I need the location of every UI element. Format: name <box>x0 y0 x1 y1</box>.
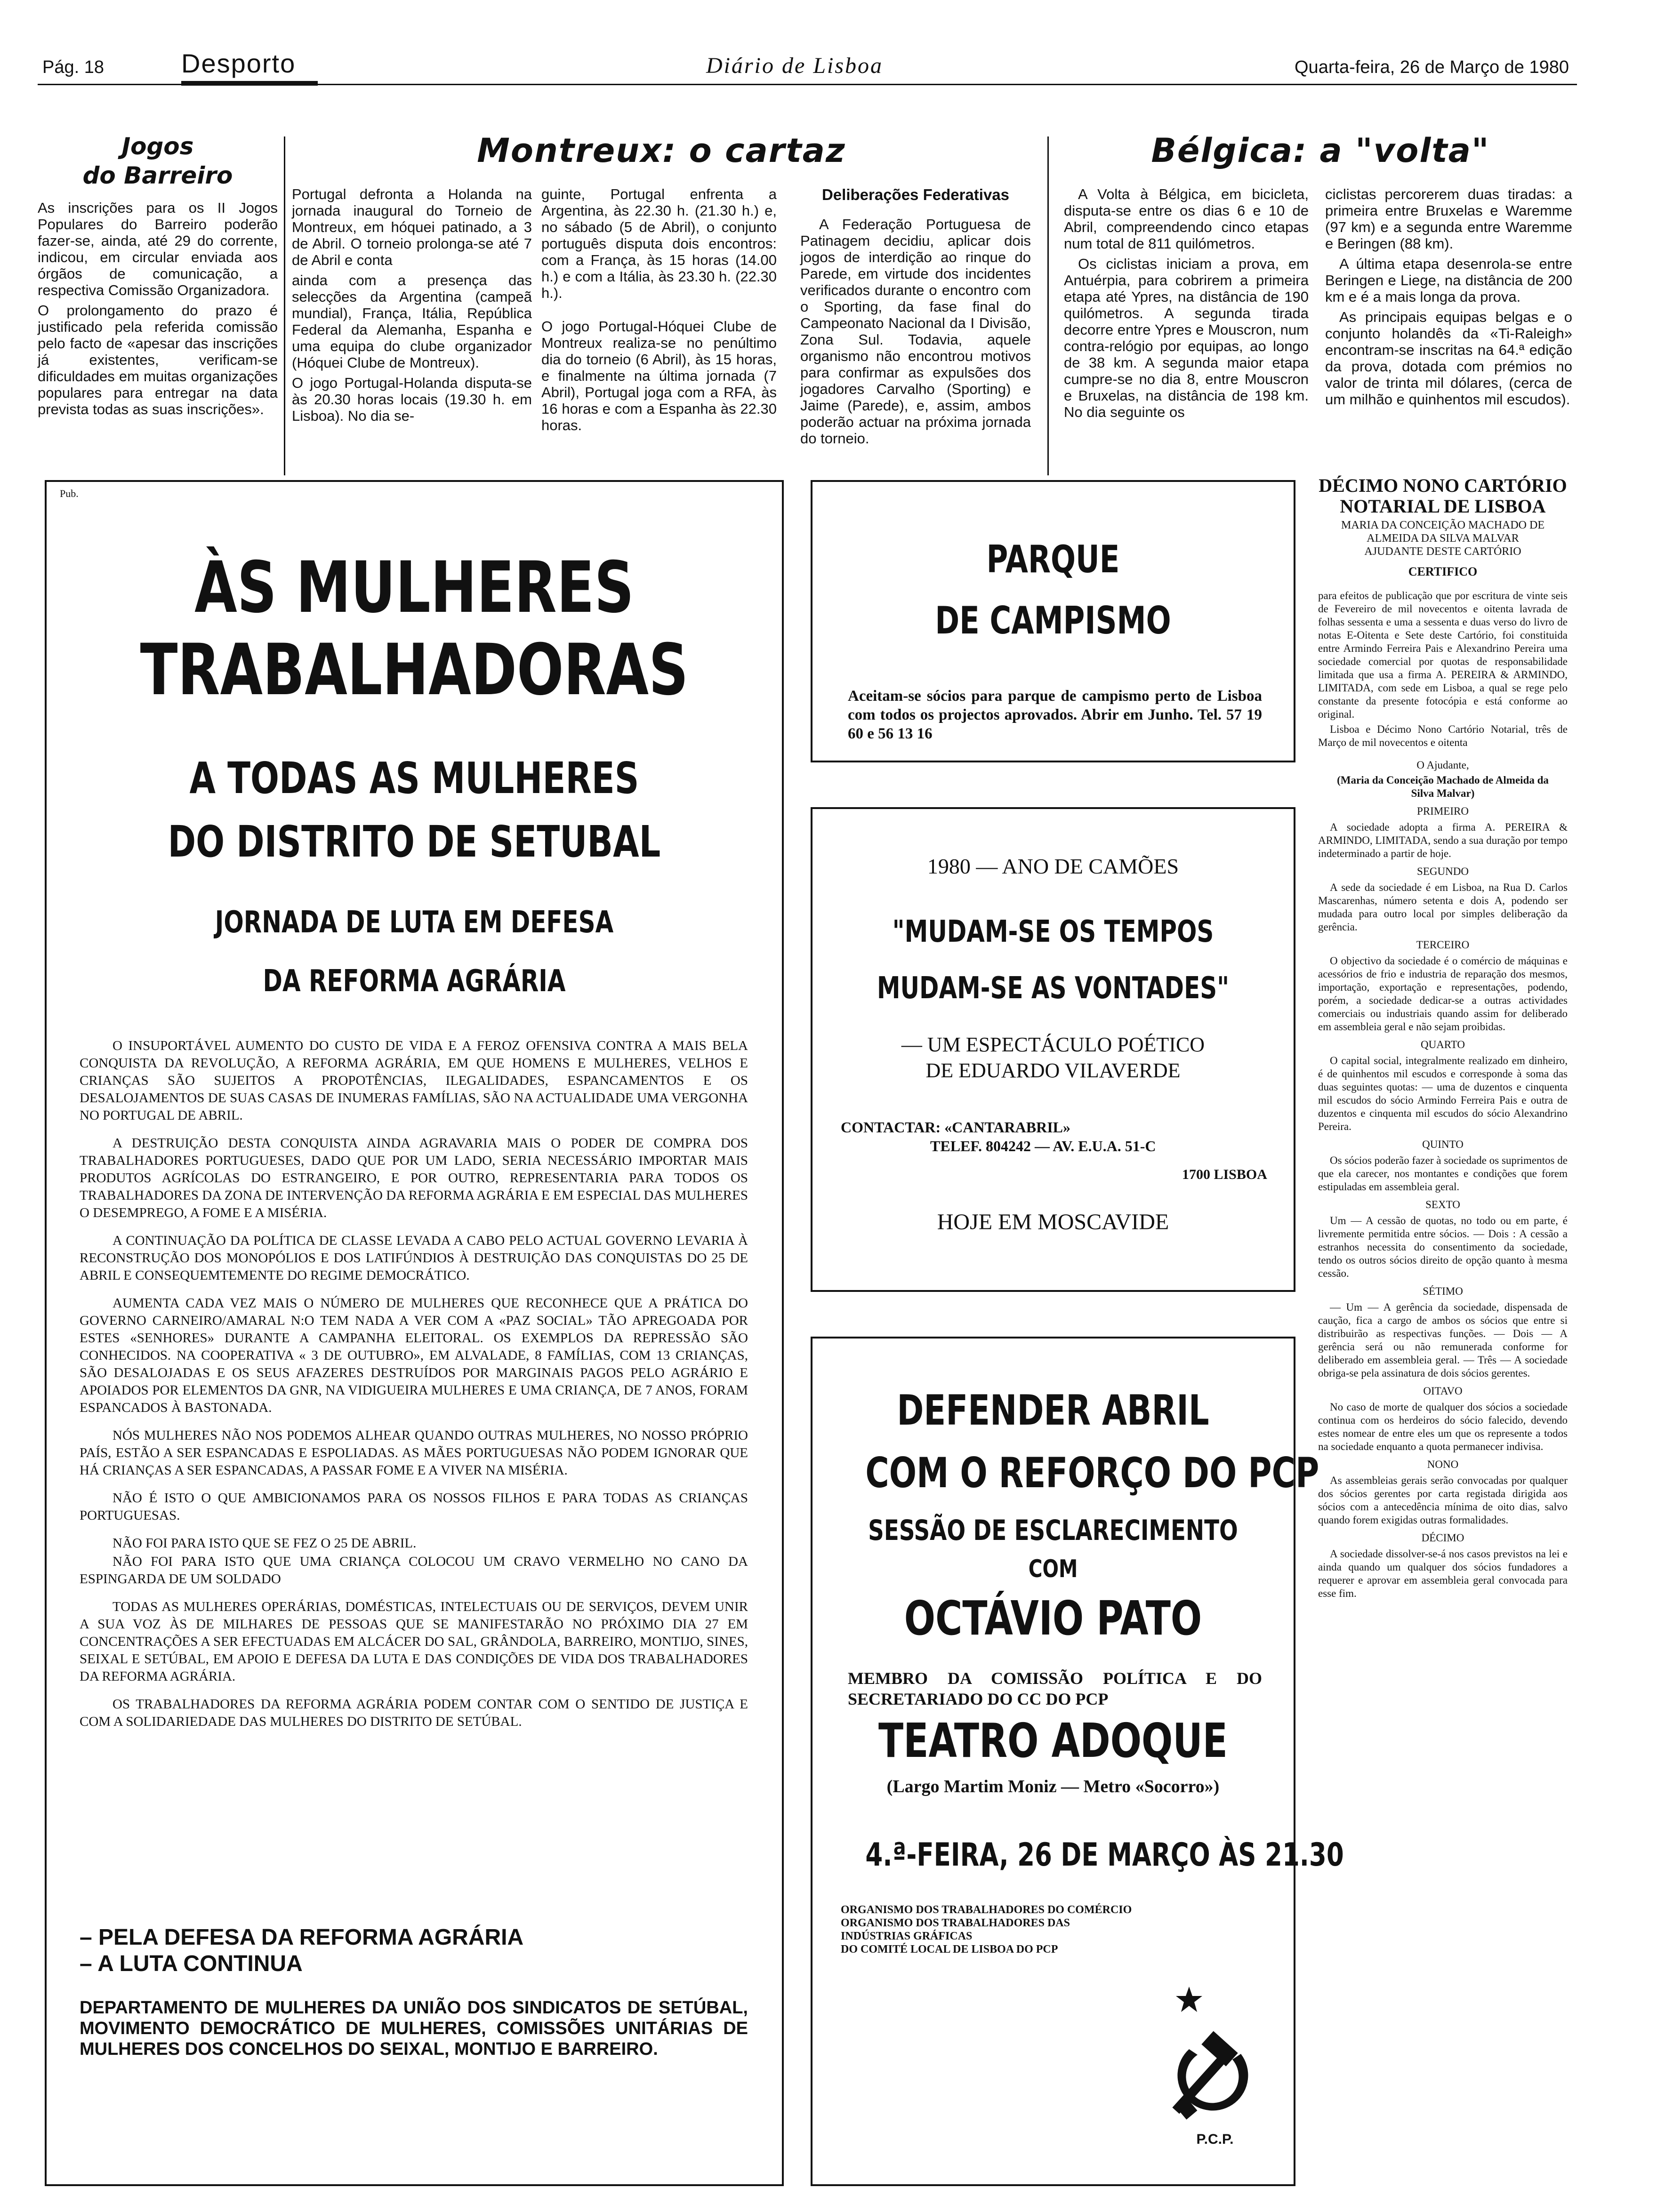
logo-caption: P.C.P. <box>1196 2132 1234 2147</box>
notarial-notice <box>1318 475 1568 2184</box>
ad-mulheres <box>45 480 784 2186</box>
pcp-venue: TEATRO ADOQUE <box>878 1713 1228 1768</box>
paragraph: O jogo Portugal-Holanda disputa-se às 20.30 horas locais (19.30 h. em Lisboa). No dia se- <box>292 375 532 424</box>
paragraph: ciclistas percorerem duas tiradas: a primeira entre Bruxelas e Waremme (97 km) e a segunda entre Waremme e Beringen (88 km). <box>1325 186 1572 252</box>
notarial-sub1: MARIA DA CONCEIÇÃO MACHADO DE ALMEIDA DA SILVA MALVAR <box>1341 519 1545 545</box>
article-body <box>38 200 278 417</box>
clause-text: A sede da sociedade é em Lisboa, na Rua D. Carlos Mascarenhas, número setenta e dois A, podendo ser mudada para outro local por simples deliberação da gerência. <box>1318 882 1568 933</box>
montreux-col1 <box>292 186 532 428</box>
paragraph: TODAS AS MULHERES OPERÁRIAS, DOMÉSTICAS, INTELECTUAIS OU DE SERVIÇOS, DEVEM UNIR A SUA VOZ ÀS DE MILHARES DE PESSOAS QUE SE MANIFESTARÃO NO PRÓXIMO DIA 27 EM CONCENTRAÇÕES A SER EFECTUADAS EM ALCÁCER DO SAL, GRÂNDOLA, BARREIRO, MONTIJO, SINES, SEIXAL E SETÚBAL, EM APOIO E DEFESA DA LUTA E DAS CONDIÇÕES DE VIDA DOS TRABALHADORES DA REFORMA AGRÁRIA. <box>80 1599 748 1684</box>
paragraph: OS TRABALHADORES DA REFORMA AGRÁRIA PODEM CONTAR COM O SENTIDO DE JUSTIÇA E COM A SOLIDARIEDADE DAS MULHERES DO DISTRITO DE SETÚBAL. <box>80 1697 748 1729</box>
clause-text: Os sócios poderão fazer à sociedade os suprimentos de que ela carecer, nos montantes e condições que forem estipuladas em assembleia geral. <box>1318 1154 1568 1193</box>
org-line: ORGANISMO DOS TRABALHADORES DO COMÉRCIO <box>841 1904 1132 1916</box>
camoes-footer: HOJE EM MOSCAVIDE <box>937 1210 1169 1234</box>
camoes-city: 1700 LISBOA <box>1182 1167 1267 1182</box>
clause-title: DÉCIMO <box>1421 1532 1464 1544</box>
paragraph: O Ajudante, <box>1416 759 1469 771</box>
signature: (Maria da Conceição Machado de Almeida da Silva Malvar) <box>1337 774 1549 799</box>
pcp-orgs <box>841 1903 1264 1956</box>
clause-title: SEXTO <box>1425 1199 1460 1210</box>
paragraph: O jogo Portugal-Hóquei Clube de Montreux realiza-se no penúltimo dia do torneio (6 Abril), às 15 horas, e finalmente na última jornada (7 Abril), Portugal joga com a RFA, às 16 horas e com a Espanha às 22.30 horas. <box>541 318 777 433</box>
org-line: DO COMITÉ LOCAL DE LISBOA DO PCP <box>841 1943 1058 1956</box>
belgica-col2 <box>1325 186 1572 411</box>
campismo-text: Aceitam-se sócios para parque de campismo perto de Lisboa com todos os projectos aprovados. Abrir em Junho. Tel. 57 19 60 e 56 13 16 <box>848 688 1262 742</box>
paragraph: NÃO FOI PARA ISTO QUE SE FEZ O 25 DE ABRIL. <box>113 1536 417 1551</box>
camoes-contact2: TELEF. 804242 — AV. E.U.A. 51-C <box>930 1138 1156 1154</box>
clause-title: TERCEIRO <box>1416 939 1470 951</box>
article-title: Montreux: o cartaz <box>477 131 846 170</box>
clause-text: — Um — A gerência da sociedade, dispensada de caução, fica a cargo de ambos os sócios que entre si distribuirão as respectivas funções. — Dois — A gerência será ou não remunerada conforme for deliberado em assembleia geral. — Três — A sociedade obriga-se pela assinatura de dois sócios gerentes. <box>1318 1301 1568 1379</box>
clause-title: QUARTO <box>1420 1039 1465 1050</box>
camoes-title-2: MUDAM-SE AS VONTADES" <box>877 971 1230 1006</box>
paragraph: Os ciclistas iniciam a prova, em Antuérpia, para cobrirem a primeira etapa até Ypres, na distância de 190 quilómetros. A segunda tirada decorre entre Ypres e Mouscron, num contra-relógio por equipas, ao longo de 38 km. A segunda maior etapa cumpre-se no dia 8, entre Mouscron e Bruxelas, na distância de 198 km. No dia seguinte os <box>1064 256 1309 420</box>
pub-label: Pub. <box>60 488 79 499</box>
clause-title: PRIMEIRO <box>1417 805 1469 817</box>
ad-sub-1: A TODAS AS MULHERES <box>189 753 639 803</box>
org-line: ORGANISMO DOS TRABALHADORES DAS INDÚSTRIAS GRÁFICAS <box>841 1917 1070 1942</box>
camoes-contact1: CONTACTAR: «CANTARABRIL» <box>841 1119 1071 1136</box>
paragraph: As principais equipas belgas e o conjunto holandês da «Ti-Raleigh» encontram-se inscritas na 64.ª edição da prova, dotada com prémios no valor de trinta mil dólares, (cerca de um milhão e quinhentos mil escudos). <box>1325 309 1572 408</box>
page-number: Pág. 18 <box>42 57 104 77</box>
paragraph: Portugal defronta a Holanda na jornada inaugural do Torneio de Montreux, em hóquei patinado, a 3 de Abril. O torneio prolonga-se até 7 de Abril e conta <box>292 186 532 268</box>
montreux-col2 <box>541 186 777 437</box>
pcp-title-2: COM O REFORÇO DO PCP <box>865 1449 1319 1497</box>
paragraph: ainda com a presença das selecções da Argentina (campeã mundial), França, Itália, República Federal da Alemanha, Espanha e uma equipa do clube organizador (Hóquei Clube de Montreux). <box>292 272 532 371</box>
pcp-date: 4.ª-FEIRA, 26 DE MARÇO ÀS 21.30 <box>865 1836 1344 1874</box>
belgica-col1 <box>1064 186 1309 424</box>
article-montreux <box>292 132 1031 480</box>
clause-title: SEGUNDO <box>1417 866 1469 877</box>
clause-text: A sociedade dissolver-se-á nos casos previstos na lei e ainda quando um qualquer dos sócios fundadores a requerer e aprovar em assembleia geral convocada para esse fim. <box>1318 1548 1568 1599</box>
paragraph: NÃO É ISTO O QUE AMBICIONAMOS PARA OS NOSSOS FILHOS E PARA TODAS AS CRIANÇAS PORTUGUESAS. <box>80 1491 748 1523</box>
pcp-name: OCTÁVIO PATO <box>904 1591 1202 1646</box>
ad-pcp <box>811 1337 1344 2186</box>
clause-text: A sociedade adopta a firma A. PEREIRA & ARMINDO, LIMITADA, sendo a sua duração por tempo indeterminado a partir de hoje. <box>1318 821 1568 859</box>
clause-text: No caso de morte de qualquer dos sócios a sociedade continua com os herdeiros do sócio falecido, devendo estes nomear de entre eles um que os represente a todos na sociedade enquanto a quota permanecer indivisa. <box>1318 1401 1568 1452</box>
paragraph: A Volta à Bélgica, em bicicleta, disputa-se entre os dias 6 e 10 de Abril, compreendendo cinco etapas num total de 811 quilómetros. <box>1064 186 1309 252</box>
page-header <box>0 0 1657 94</box>
header-rule <box>38 84 1577 85</box>
paragraph: A última etapa desenrola-se entre Beringen e Liege, na distância de 200 km e é a mais longa da prova. <box>1325 256 1572 305</box>
paragraph: O INSUPORTÁVEL AUMENTO DO CUSTO DE VIDA E A FEROZ OFENSIVA CONTRA A MAIS BELA CONQUISTA DA REVOLUÇÃO, A REFORMA AGRÁRIA, EM QUE HOMENS E MULHERES, VELHOS E CRIANÇAS SÃO SUJEITOS A PROPOTÊNCIAS, ILEGALIDADES, ESPANCAMENTOS E OS DESALOJAMENTOS DE SUAS CASAS DE INUMERAS FAMÍLIAS, SÃO NA ACTUALIDADE UMA VERGONHA NO PORTUGAL DE ABRIL. <box>80 1038 748 1123</box>
paragraph: A Federação Portuguesa de Patinagem decidiu, aplicar dois jogos de interdição ao rinque do Parede, em virtude dos incidentes verificados durante o encontro com o Sporting, da fase final do Campeonato Nacional da I Divisão, Zona Sul. Todavia, aquele organismo não encontrou motivos para confirmar as expulsões dos jogadores Carvalho (Sporting) e Jaime (Parede), e, assim, ambos poderão actuar na próxima jornada do torneio. <box>800 216 1031 447</box>
notarial-certifico: CERTIFICO <box>1408 565 1478 578</box>
clause-text: O capital social, integralmente realizado em dinheiro, é de quinhentos mil escudos e corresponde à soma das duas seguintes quotas: — uma de duzentos e cinquenta mil escudos do sócio Armindo Ferreira Pais e outra de duzentos e cinquenta mil escudos do sócio Alexandrino Pereira. <box>1318 1055 1568 1132</box>
paragraph: NÃO FOI PARA ISTO QUE UMA CRIANÇA COLOCOU UM CRAVO VERMELHO NO CANO DA ESPINGARDA DE UM SOLDADO <box>80 1554 748 1587</box>
camoes-sub1: — UM ESPECTÁCULO POÉTICO <box>901 1033 1205 1056</box>
pcp-logo <box>1170 1986 1264 2164</box>
slogan: – PELA DEFESA DA REFORMA AGRÁRIA <box>80 1925 524 1950</box>
ad-slogans <box>80 1924 748 1977</box>
title-line: do Barreiro <box>82 162 233 189</box>
slogan: – A LUTA CONTINUA <box>80 1951 303 1976</box>
pcp-sub-2: COM <box>1028 1555 1078 1583</box>
article-belgica <box>1064 132 1577 480</box>
article-barreiro <box>38 132 278 475</box>
newspaper-name: Diário de Lisboa <box>706 53 884 78</box>
issue-date: Quarta-feira, 26 de Março de 1980 <box>1295 57 1569 77</box>
campismo-title-2: DE CAMPISMO <box>935 599 1171 642</box>
ad-title-2: TRABALHADORAS <box>140 629 689 711</box>
column-rule <box>284 136 285 475</box>
paragraph: guinte, Portugal enfrenta a Argentina, às 22.30 h. (21.30 h.) e, no sábado (5 de Abril), o conjunto português disputa dois encontros: com a França, às 15 horas (14.00 h.) e com a Itália, às 23.30 h. (22.30 h.). <box>541 186 777 301</box>
section-name: Desporto <box>181 48 296 78</box>
article-title <box>38 132 278 190</box>
paragraph: A DESTRUIÇÃO DESTA CONQUISTA AINDA AGRAVARIA MAIS O PODER DE COMPRA DOS TRABALHADORES PORTUGUESES, DADO QUE POR UM LADO, SERIA NECESSÁRIO IMPORTAR MAIS PRODUTOS AGRÍCOLAS DO ESTRANGEIRO, E POR OUTRO, REPRESENTARIA PARA TODOS OS TRABALHADORES DA ZONA DE INTERVENÇÃO DA REFORMA AGRÁRIA E EM ESPECIAL DAS MULHERES O DESEMPREGO, A FOME E A MISÉRIA. <box>80 1136 748 1220</box>
clause-text: Um — A cessão de quotas, no todo ou em parte, é livremente permitida entre sócios. — Dois : A cessão a estranhos necessita do consentimento da sociedade, tendo os outros sócios direito de opção quanto à mesma cessão. <box>1318 1215 1568 1279</box>
paragraph: Lisboa e Décimo Nono Cartório Notarial, três de Março de mil novecentos e oitenta <box>1318 723 1568 748</box>
ad-title-1: ÀS MULHERES <box>194 547 634 629</box>
pcp-role: MEMBRO DA COMISSÃO POLÍTICA E DO SECRETARIADO DO CC DO PCP <box>848 1669 1262 1708</box>
paragraph: O prolongamento do prazo é justificado pela referida comissão pelo facto de «apesar das inscrições já existentes, verificam-se dificuldades em muitas organizações populares para entregar na data prevista todas as suas inscrições». <box>38 302 278 417</box>
ad-sub-4: DA REFORMA AGRÁRIA <box>263 964 566 999</box>
montreux-col3 <box>800 186 1031 450</box>
paragraph: As inscrições para os II Jogos Populares do Barreiro poderão fazer-se, ainda, até 29 do corrente, indicou, em circular enviada aos órgãos de comunicação, a respectiva Comissão Organizadora. <box>38 200 278 298</box>
paragraph: NÓS MULHERES NÃO NOS PODEMOS ALHEAR QUANDO OUTRAS MULHERES, NO NOSSO PRÓPRIO PAÍS, ESTÃO A SER ESPANCADAS E ESPOLIADAS. AS MÃES PORTUGUESAS NÃO PODEM IGNORAR QUE HÁ CRIANÇAS A SER ESPANCADAS, A PASSAR FOME E A VIVER NA MISÉRIA. <box>80 1428 748 1478</box>
notarial-title: DÉCIMO NONO CARTÓRIO NOTARIAL DE LISBOA <box>1319 475 1567 517</box>
paragraph: A CONTINUAÇÃO DA POLÍTICA DE CLASSE LEVADA A CABO PELO ACTUAL GOVERNO LEVARIA À RECONSTRUÇÃO DOS MONOPÓLIOS E DOS LATIFÚNDIOS À DESTRUIÇÃO DAS CONQUISTAS DO 25 DE ABRIL E CONSEQUEMTEMENTE DO REGIME DEMOCRÁTICO. <box>80 1233 748 1283</box>
article-title: Bélgica: a "volta" <box>1151 131 1490 170</box>
hammer-sickle-icon <box>1170 2030 1260 2124</box>
camoes-line1: 1980 — ANO DE CAMÕES <box>927 854 1179 878</box>
ad-sub-2: DO DISTRITO DE SETUBAL <box>168 817 661 867</box>
ad-manifesto <box>80 1037 748 1741</box>
ad-sub-3: JORNADA DE LUTA EM DEFESA <box>215 905 614 940</box>
clause-title: SÉTIMO <box>1423 1285 1463 1297</box>
star-icon <box>1175 1986 1203 2014</box>
clause-text: As assembleias gerais serão convocadas por qualquer dos sócios gerentes por carta registada dirigida aos sócios com a antecedência mínima de oito dias, salvo quando forem exigidas outras formalidades. <box>1318 1475 1568 1526</box>
ad-signature: DEPARTAMENTO DE MULHERES DA UNIÃO DOS SINDICATOS DE SETÚBAL, MOVIMENTO DEMOCRÁTICO DE MULHERES, COMISSÕES UNITÁRIAS DE MULHERES DOS CONCELHOS DO SEIXAL, MONTIJO E BARREIRO. <box>80 1998 748 2059</box>
sub-title: Deliberações Federativas <box>821 186 1010 203</box>
campismo-title-1: PARQUE <box>986 537 1120 581</box>
clause-text: O objectivo da sociedade é o comércio de máquinas e acessórios de frio e industria de reparação dos mesmos, importação, exportação e representações, podendo, porém, a sociedade dedicar-se a outras actividades comerciais ou industriais quando assim for deliberado em assembleia geral e não sejam proibidas. <box>1318 955 1568 1033</box>
clause-title: NONO <box>1427 1459 1459 1470</box>
clause-title: QUINTO <box>1422 1138 1464 1150</box>
pcp-sub-1: SESSÃO DE ESCLARECIMENTO <box>868 1514 1238 1547</box>
notarial-body <box>1318 589 1568 1600</box>
camoes-title-1: "MUDAM-SE OS TEMPOS <box>892 914 1214 949</box>
paragraph: para efeitos de publicação que por escritura de vinte seis de Fevereiro de mil novecentos e oitenta lavrada de folhas sessenta e uma a sessenta e duas verso do livro de notas E-Oitenta e Sete deste Cartório, foi constituida entre Armindo Ferreira Pais e Alexandrino Pereira uma sociedade comercial por quotas de responsabilidade limitada que usa a firma A. PEREIRA & ARMINDO, LIMITADA, com sede em Lisboa, a qual se rege pelo constante da presente fotocópia e está conforme ao original. <box>1318 590 1568 720</box>
ad-campismo <box>811 480 1295 762</box>
paragraph: AUMENTA CADA VEZ MAIS O NÚMERO DE MULHERES QUE RECONHECE QUE A PRÁTICA DO GOVERNO CARNEIRO/AMARAL N:O TEM NADA A VER COM A «PAZ SOCIAL» TÃO APREGOADA POR ESTES «SENHORES» DURANTE A CAMPANHA ELEITORAL. OS EXEMPLOS DA REPRESSÃO SÃO CONHECIDOS. NA COOPERATIVA « 3 DE OUTUBRO», EM ALVALADE, 8 FAMÍLIAS, COM 13 CRIANÇAS, SÃO DESALOJADAS E OS SEUS AFAZERES DESTRUÍDOS POR MARGINAIS PAGOS PELO AGRÁRIO E APOIADOS POR ELEMENTOS DA GNR, NA VIDIGUEIRA MULHERES E UMA CRIANÇA, DE 7 ANOS, FORAM ESPANCADOS À BASTONADA. <box>80 1296 748 1415</box>
clause-title: OITAVO <box>1423 1385 1463 1397</box>
notarial-sub2: AJUDANTE DESTE CARTÓRIO <box>1364 545 1521 558</box>
ad-camoes <box>811 807 1295 1292</box>
column-rule <box>1047 136 1049 475</box>
pcp-venue-sub: (Largo Martim Moniz — Metro «Socorro») <box>886 1777 1220 1796</box>
pcp-title-1: DEFENDER ABRIL <box>897 1386 1209 1435</box>
title-line: Jogos <box>121 133 194 160</box>
camoes-sub2: DE EDUARDO VILAVERDE <box>925 1059 1181 1082</box>
